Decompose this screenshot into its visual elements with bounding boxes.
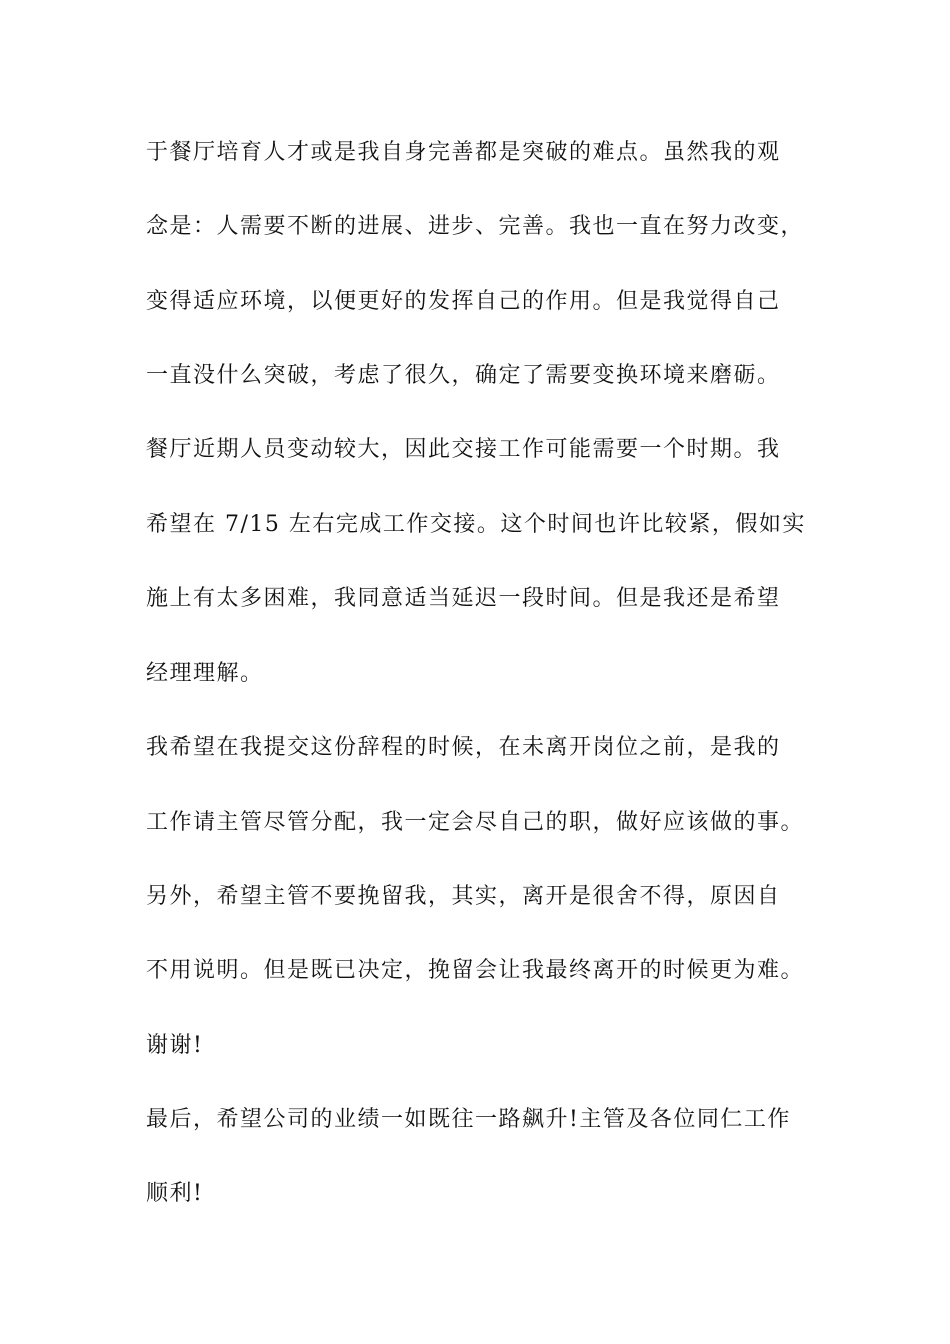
text-line: 于餐厅培育人才或是我自身完善都是突破的难点。虽然我的观 [146, 140, 781, 165]
text-line: 最后，希望公司的业绩一如既往一路飙升!主管及各位同仁工作 [146, 1107, 791, 1132]
text-line: 餐厅近期人员变动较大，因此交接工作可能需要一个时期。我 [146, 437, 781, 462]
text-line: 谢谢! [146, 1033, 204, 1058]
text-line: 顺利! [146, 1181, 204, 1206]
text-line: 不用说明。但是既已决定，挽留会让我最终离开的时候更为难。 [146, 958, 805, 983]
text-line: 念是：人需要不断的进展、进步、完善。我也一直在努力改变， [146, 214, 805, 239]
text-line: 变得适应环境，以便更好的发挥自己的作用。但是我觉得自己 [146, 289, 781, 314]
text-line: 施上有太多困难，我同意适当延迟一段时间。但是我还是希望 [146, 586, 781, 611]
text-line: 一直没什么突破，考虑了很久，确定了需要变换环境来磨砺。 [146, 363, 781, 388]
text-line: 希望在 7/15 左右完成工作交接。这个时间也许比较紧，假如实 [146, 512, 806, 537]
text-line: 经理理解。 [146, 661, 264, 686]
text-line: 我希望在我提交这份辞程的时候，在未离开岗位之前，是我的 [146, 735, 781, 760]
text-line: 工作请主管尽管分配，我一定会尽自己的职，做好应该做的事。 [146, 810, 805, 835]
text-line: 另外，希望主管不要挽留我，其实，离开是很舍不得，原因自 [146, 884, 781, 909]
